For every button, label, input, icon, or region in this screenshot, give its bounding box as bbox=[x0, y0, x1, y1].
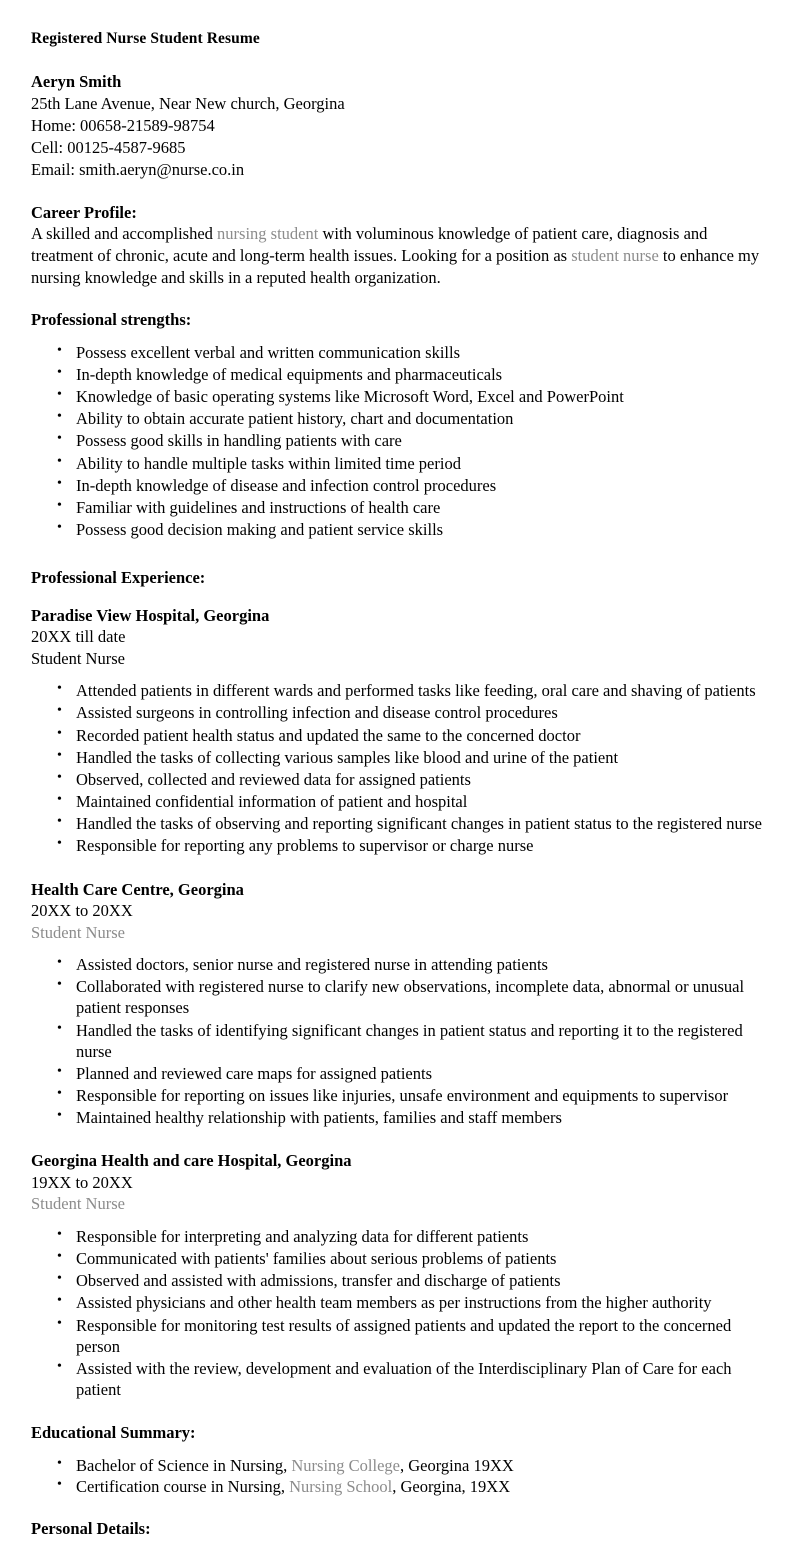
list-item bbox=[31, 1455, 731, 1476]
candidate-name: Aeryn Smith bbox=[31, 71, 122, 91]
career-profile-section bbox=[31, 202, 770, 288]
list-item: • Communicated with patients' families about serious problems of patients bbox=[31, 1248, 770, 1269]
list-item: • Ability to obtain accurate patient history, chart and documentation bbox=[31, 408, 770, 429]
list-item: • Maintained healthy relationship with patients, families and staff members bbox=[31, 1107, 770, 1128]
employment-dates: 20XX till date bbox=[31, 627, 126, 647]
employment-dates: 19XX to 20XX bbox=[31, 1172, 133, 1192]
nursing-school-link[interactable]: Nursing School bbox=[289, 1476, 393, 1496]
employer-name: Paradise View Hospital, Georgina bbox=[31, 605, 270, 625]
list-item: • Observed, collected and reviewed data for assigned patients bbox=[31, 769, 770, 790]
candidate-cell-phone: Cell: 00125-4587-9685 bbox=[31, 138, 186, 158]
employer-name: Georgina Health and care Hospital, Georgina bbox=[31, 1151, 352, 1171]
nursing-college-link[interactable]: Nursing College bbox=[291, 1455, 400, 1475]
educational-summary-heading: Educational Summary: bbox=[31, 1423, 196, 1443]
list-item: • Maintained confidential information of patient and hospital bbox=[31, 791, 770, 812]
list-item: • Assisted surgeons in controlling infection and disease control procedures bbox=[31, 702, 770, 723]
list-item: • Handled the tasks of collecting various samples like blood and urine of the patient bbox=[31, 747, 770, 768]
student-nurse-link[interactable]: student nurse bbox=[571, 246, 659, 266]
career-profile-text-1: A skilled and accomplished bbox=[31, 224, 218, 244]
list-item: • Recorded patient health status and updated the same to the concerned doctor bbox=[31, 725, 770, 746]
list-item: • Possess good skills in handling patients with care bbox=[31, 430, 770, 451]
list-item: • Observed and assisted with admissions, transfer and discharge of patients bbox=[31, 1270, 770, 1291]
career-profile-heading: Career Profile: bbox=[31, 203, 137, 222]
list-item: • Responsible for interpreting and analyzing data for different patients bbox=[31, 1226, 770, 1247]
personal-details-heading: Personal Details: bbox=[31, 1519, 151, 1539]
list-item: • Ability to handle multiple tasks within limited time period bbox=[31, 453, 770, 474]
career-profile-text bbox=[31, 223, 761, 288]
professional-experience-heading: Professional Experience: bbox=[31, 568, 206, 588]
list-item: • Handled the tasks of observing and reporting significant changes in patient status to the registered nurse bbox=[31, 813, 770, 834]
list-item: • Possess excellent verbal and written communication skills bbox=[31, 342, 770, 363]
page-title: Registered Nurse Student Resume bbox=[31, 30, 260, 47]
list-item: • Collaborated with registered nurse to clarify new observations, incomplete data, abnormal or unusual patient responses bbox=[31, 976, 770, 1018]
employment-dates: 20XX to 20XX bbox=[31, 901, 133, 921]
list-item: • Responsible for reporting any problems to supervisor or charge nurse bbox=[31, 835, 770, 856]
list-item: • In-depth knowledge of medical equipments and pharmaceuticals bbox=[31, 364, 770, 385]
degree-text: Certification course in Nursing, bbox=[76, 1476, 290, 1496]
list-item: • Planned and reviewed care maps for assigned patients bbox=[31, 1063, 770, 1084]
experience-entry bbox=[31, 1150, 770, 1400]
list-item: • Attended patients in different wards and performed tasks like feeding, oral care and shaving of patients bbox=[31, 680, 770, 701]
job-role[interactable]: Student Nurse bbox=[31, 922, 125, 942]
professional-strengths-section bbox=[31, 309, 770, 540]
job-role[interactable]: Student Nurse bbox=[31, 1194, 125, 1214]
list-item: • Handled the tasks of identifying significant changes in patient status and reporting it to the registered nurse bbox=[31, 1020, 770, 1062]
education-list bbox=[31, 1455, 731, 1497]
job-duties-list bbox=[31, 1226, 770, 1401]
list-item: • Familiar with guidelines and instructions of health care bbox=[31, 497, 770, 518]
job-role: Student Nurse bbox=[31, 648, 125, 668]
degree-location: , Georgina, 19XX bbox=[392, 1476, 511, 1496]
professional-strengths-list bbox=[31, 342, 770, 541]
list-item: • Assisted doctors, senior nurse and registered nurse in attending patients bbox=[31, 954, 770, 975]
list-item bbox=[31, 1476, 731, 1497]
degree-location: , Georgina 19XX bbox=[399, 1455, 514, 1475]
list-item: • Assisted physicians and other health team members as per instructions from the higher authority bbox=[31, 1292, 770, 1313]
professional-strengths-heading: Professional strengths: bbox=[31, 310, 192, 330]
candidate-address: 25th Lane Avenue, Near New church, Georgina bbox=[31, 94, 345, 114]
job-duties-list bbox=[31, 954, 770, 1129]
list-item: • Responsible for reporting on issues like injuries, unsafe environment and equipments to supervisor bbox=[31, 1085, 770, 1106]
job-duties-list bbox=[31, 680, 770, 857]
career-profile-text-2: with voluminous knowledge of patient care, diagnosis and treatment of chronic, acute and long-term health issues. Looking for a position as bbox=[31, 224, 708, 266]
list-item: • Assisted with the review, development and evaluation of the Interdisciplinary Plan of Care for each patient bbox=[31, 1358, 770, 1400]
experience-entry bbox=[31, 605, 770, 857]
list-item: • Knowledge of basic operating systems like Microsoft Word, Excel and PowerPoint bbox=[31, 386, 770, 407]
experience-entry bbox=[31, 879, 770, 1129]
list-item: • Responsible for monitoring test results of assigned patients and updated the report to the concerned person bbox=[31, 1315, 770, 1357]
educational-summary-section bbox=[31, 1422, 770, 1497]
personal-details-section bbox=[31, 1518, 770, 1539]
career-profile-text-3: to enhance my nursing knowledge and skills in a reputed health organization. bbox=[31, 246, 760, 287]
professional-experience-section bbox=[31, 567, 770, 1400]
nursing-student-link[interactable]: nursing student bbox=[217, 224, 319, 244]
candidate-email: Email: smith.aeryn@nurse.co.in bbox=[31, 160, 245, 180]
list-item: • Possess good decision making and patient service skills bbox=[31, 519, 770, 540]
employer-name: Health Care Centre, Georgina bbox=[31, 879, 244, 899]
degree-text: Bachelor of Science in Nursing, bbox=[76, 1455, 292, 1475]
candidate-contact-block bbox=[31, 71, 770, 181]
list-item: • In-depth knowledge of disease and infection control procedures bbox=[31, 475, 770, 496]
candidate-home-phone: Home: 00658-21589-98754 bbox=[31, 116, 215, 136]
